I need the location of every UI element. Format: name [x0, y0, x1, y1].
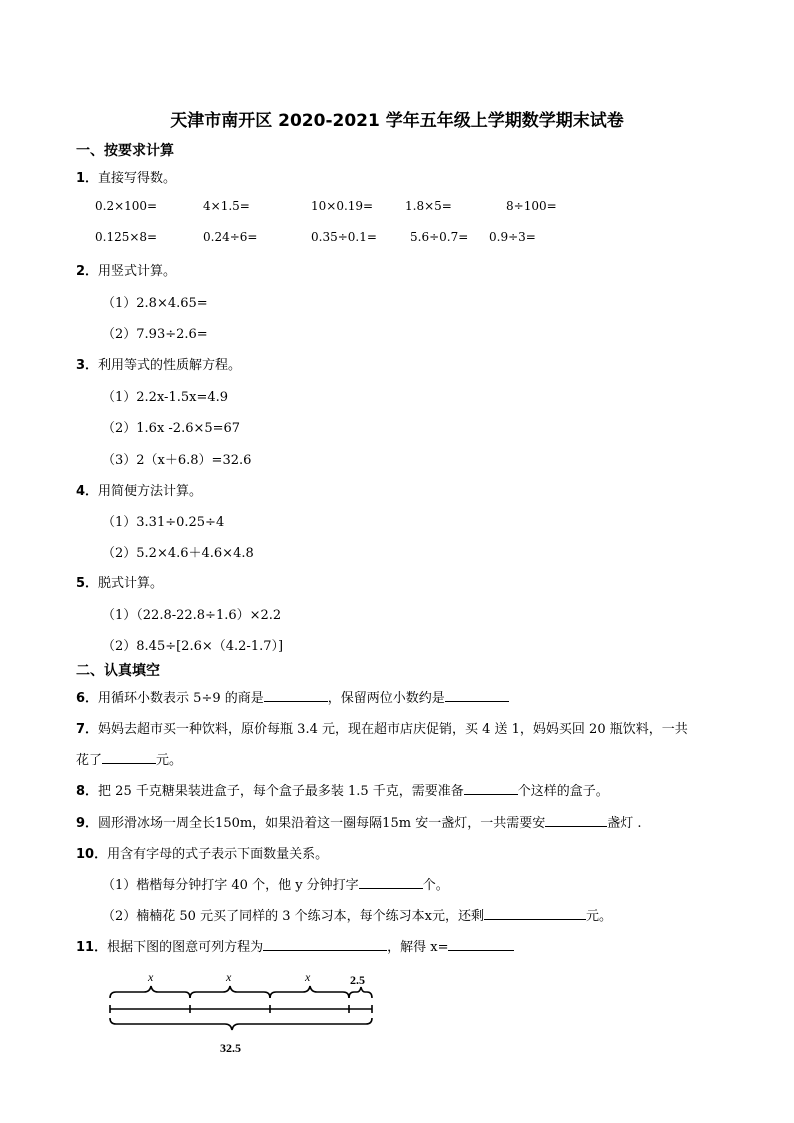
- brace-x-1: [110, 986, 190, 998]
- question-7: [76, 718, 688, 737]
- expression: 10×0.19=: [311, 199, 374, 213]
- question-7-cont: [76, 749, 182, 768]
- question-number: 2．: [76, 264, 99, 279]
- sub-item: [102, 874, 449, 893]
- question-8: [76, 780, 609, 799]
- question-3: [76, 354, 241, 373]
- page-title: 天津市南开区 2020-2021 学年五年级上学期数学期末试卷: [170, 111, 624, 131]
- question-text: 用简便方法计算。: [98, 484, 203, 499]
- question-text: 把 25 千克糖果装进盒子，每个盒子最多装 1.5 千克，需要准备: [98, 784, 464, 799]
- question-text: 根据下图的图意可列方程为: [107, 940, 264, 955]
- label-x-2: x: [226, 970, 232, 984]
- question-text: 用含有字母的式子表示下面数量关系。: [107, 847, 329, 862]
- question-text: 盏灯 .: [607, 816, 642, 831]
- question-text: 圆形滑冰场一周全长150m，如果沿着这一圈每隔15m 安一盏灯，一共需要安: [98, 816, 546, 831]
- question-1: [76, 167, 176, 186]
- question-9: [76, 812, 641, 831]
- question-2: [76, 260, 176, 279]
- question-6: [76, 687, 509, 706]
- expression: 1.8×5=: [405, 199, 452, 213]
- question-number: 7．: [76, 722, 99, 737]
- question-number: 11．: [76, 940, 108, 955]
- answer-blank[interactable]: [264, 689, 328, 702]
- question-text: 妈妈去超市买一种饮料，原价每瓶 3.4 元，现在超市店庆促销，买 4 送 1，妈妈买回 20 瓶饮料，一共: [98, 722, 688, 737]
- question-text: ，解得 x=: [387, 940, 449, 955]
- question-text: 花了: [76, 753, 103, 768]
- expression: 0.9÷3=: [489, 230, 536, 244]
- sub-item-text: 个。: [422, 878, 449, 893]
- question-text: 利用等式的性质解方程。: [98, 358, 242, 373]
- question-4: [76, 480, 202, 499]
- sub-item: （2）5.2×4.6＋4.6×4.8: [102, 546, 254, 561]
- sub-item: （1）3.31÷0.25÷4: [102, 515, 225, 530]
- sub-item: （2）1.6x -2.6×5=67: [102, 421, 241, 436]
- question-number: 10．: [76, 847, 108, 862]
- question-text: 脱式计算。: [98, 576, 164, 591]
- answer-blank[interactable]: [464, 782, 518, 795]
- answer-blank[interactable]: [359, 876, 423, 889]
- question-text: 用循环小数表示 5÷9 的商是: [98, 691, 264, 706]
- answer-blank[interactable]: [263, 938, 387, 951]
- sub-item: （2）8.45÷[2.6×（4.2-1.7）]: [102, 639, 284, 654]
- question-5: [76, 572, 163, 591]
- brace-total: [110, 1018, 372, 1030]
- sub-item: （2）7.93÷2.6=: [102, 327, 208, 342]
- expression: 4×1.5=: [203, 199, 250, 213]
- question-10: [76, 843, 328, 862]
- sub-item: （1）（22.8-22.8÷1.6）×2.2: [102, 608, 282, 623]
- sub-item: [102, 905, 612, 924]
- section-heading-1: 一、按要求计算: [76, 143, 174, 159]
- question-number: 3．: [76, 358, 99, 373]
- expression: 5.6÷0.7=: [410, 230, 469, 244]
- question-11: [76, 936, 514, 955]
- sub-item: （1）2.8×4.65=: [102, 296, 208, 311]
- question-number: 8．: [76, 784, 99, 799]
- brace-x-3: [270, 986, 349, 998]
- expression: 0.24÷6=: [203, 230, 258, 244]
- expression: 0.35÷0.1=: [311, 230, 377, 244]
- answer-blank[interactable]: [545, 814, 607, 827]
- question-number: 5．: [76, 576, 99, 591]
- answer-blank[interactable]: [445, 689, 509, 702]
- answer-blank[interactable]: [102, 751, 156, 764]
- sub-item-text: （2）楠楠花 50 元买了同样的 3 个练习本，每个练习本x元，还剩: [102, 909, 484, 924]
- question-number: 1．: [76, 171, 99, 186]
- answer-blank[interactable]: [448, 938, 514, 951]
- sub-item-text: （1）楷楷每分钟打字 40 个，他 y 分钟打字: [102, 878, 359, 893]
- question-text: 用竖式计算。: [98, 264, 177, 279]
- brace-x-2: [190, 986, 270, 998]
- expression: 0.2×100=: [95, 199, 158, 213]
- question-number: 9．: [76, 816, 99, 831]
- label-total: 32.5: [220, 1041, 241, 1055]
- sub-item: （1）2.2x-1.5x=4.9: [102, 390, 229, 405]
- brace-2-5: [349, 987, 372, 998]
- label-2-5: 2.5: [350, 973, 365, 987]
- segment-diagram: [100, 966, 390, 1061]
- label-x-3: x: [305, 970, 311, 984]
- question-text: 元。: [156, 753, 183, 768]
- sub-item: （3）2（x＋6.8）=32.6: [102, 453, 252, 468]
- expression: 8÷100=: [506, 199, 557, 213]
- label-x-1: x: [148, 970, 154, 984]
- expression: 0.125×8=: [95, 230, 158, 244]
- answer-blank[interactable]: [484, 907, 586, 920]
- section-heading-2: 二、认真填空: [76, 663, 160, 679]
- question-number: 6．: [76, 691, 99, 706]
- sub-item-text: 元。: [585, 909, 612, 924]
- question-text: 直接写得数。: [98, 171, 177, 186]
- question-text: 个这样的盒子。: [517, 784, 609, 799]
- question-text: ，保留两位小数约是: [327, 691, 445, 706]
- question-number: 4．: [76, 484, 99, 499]
